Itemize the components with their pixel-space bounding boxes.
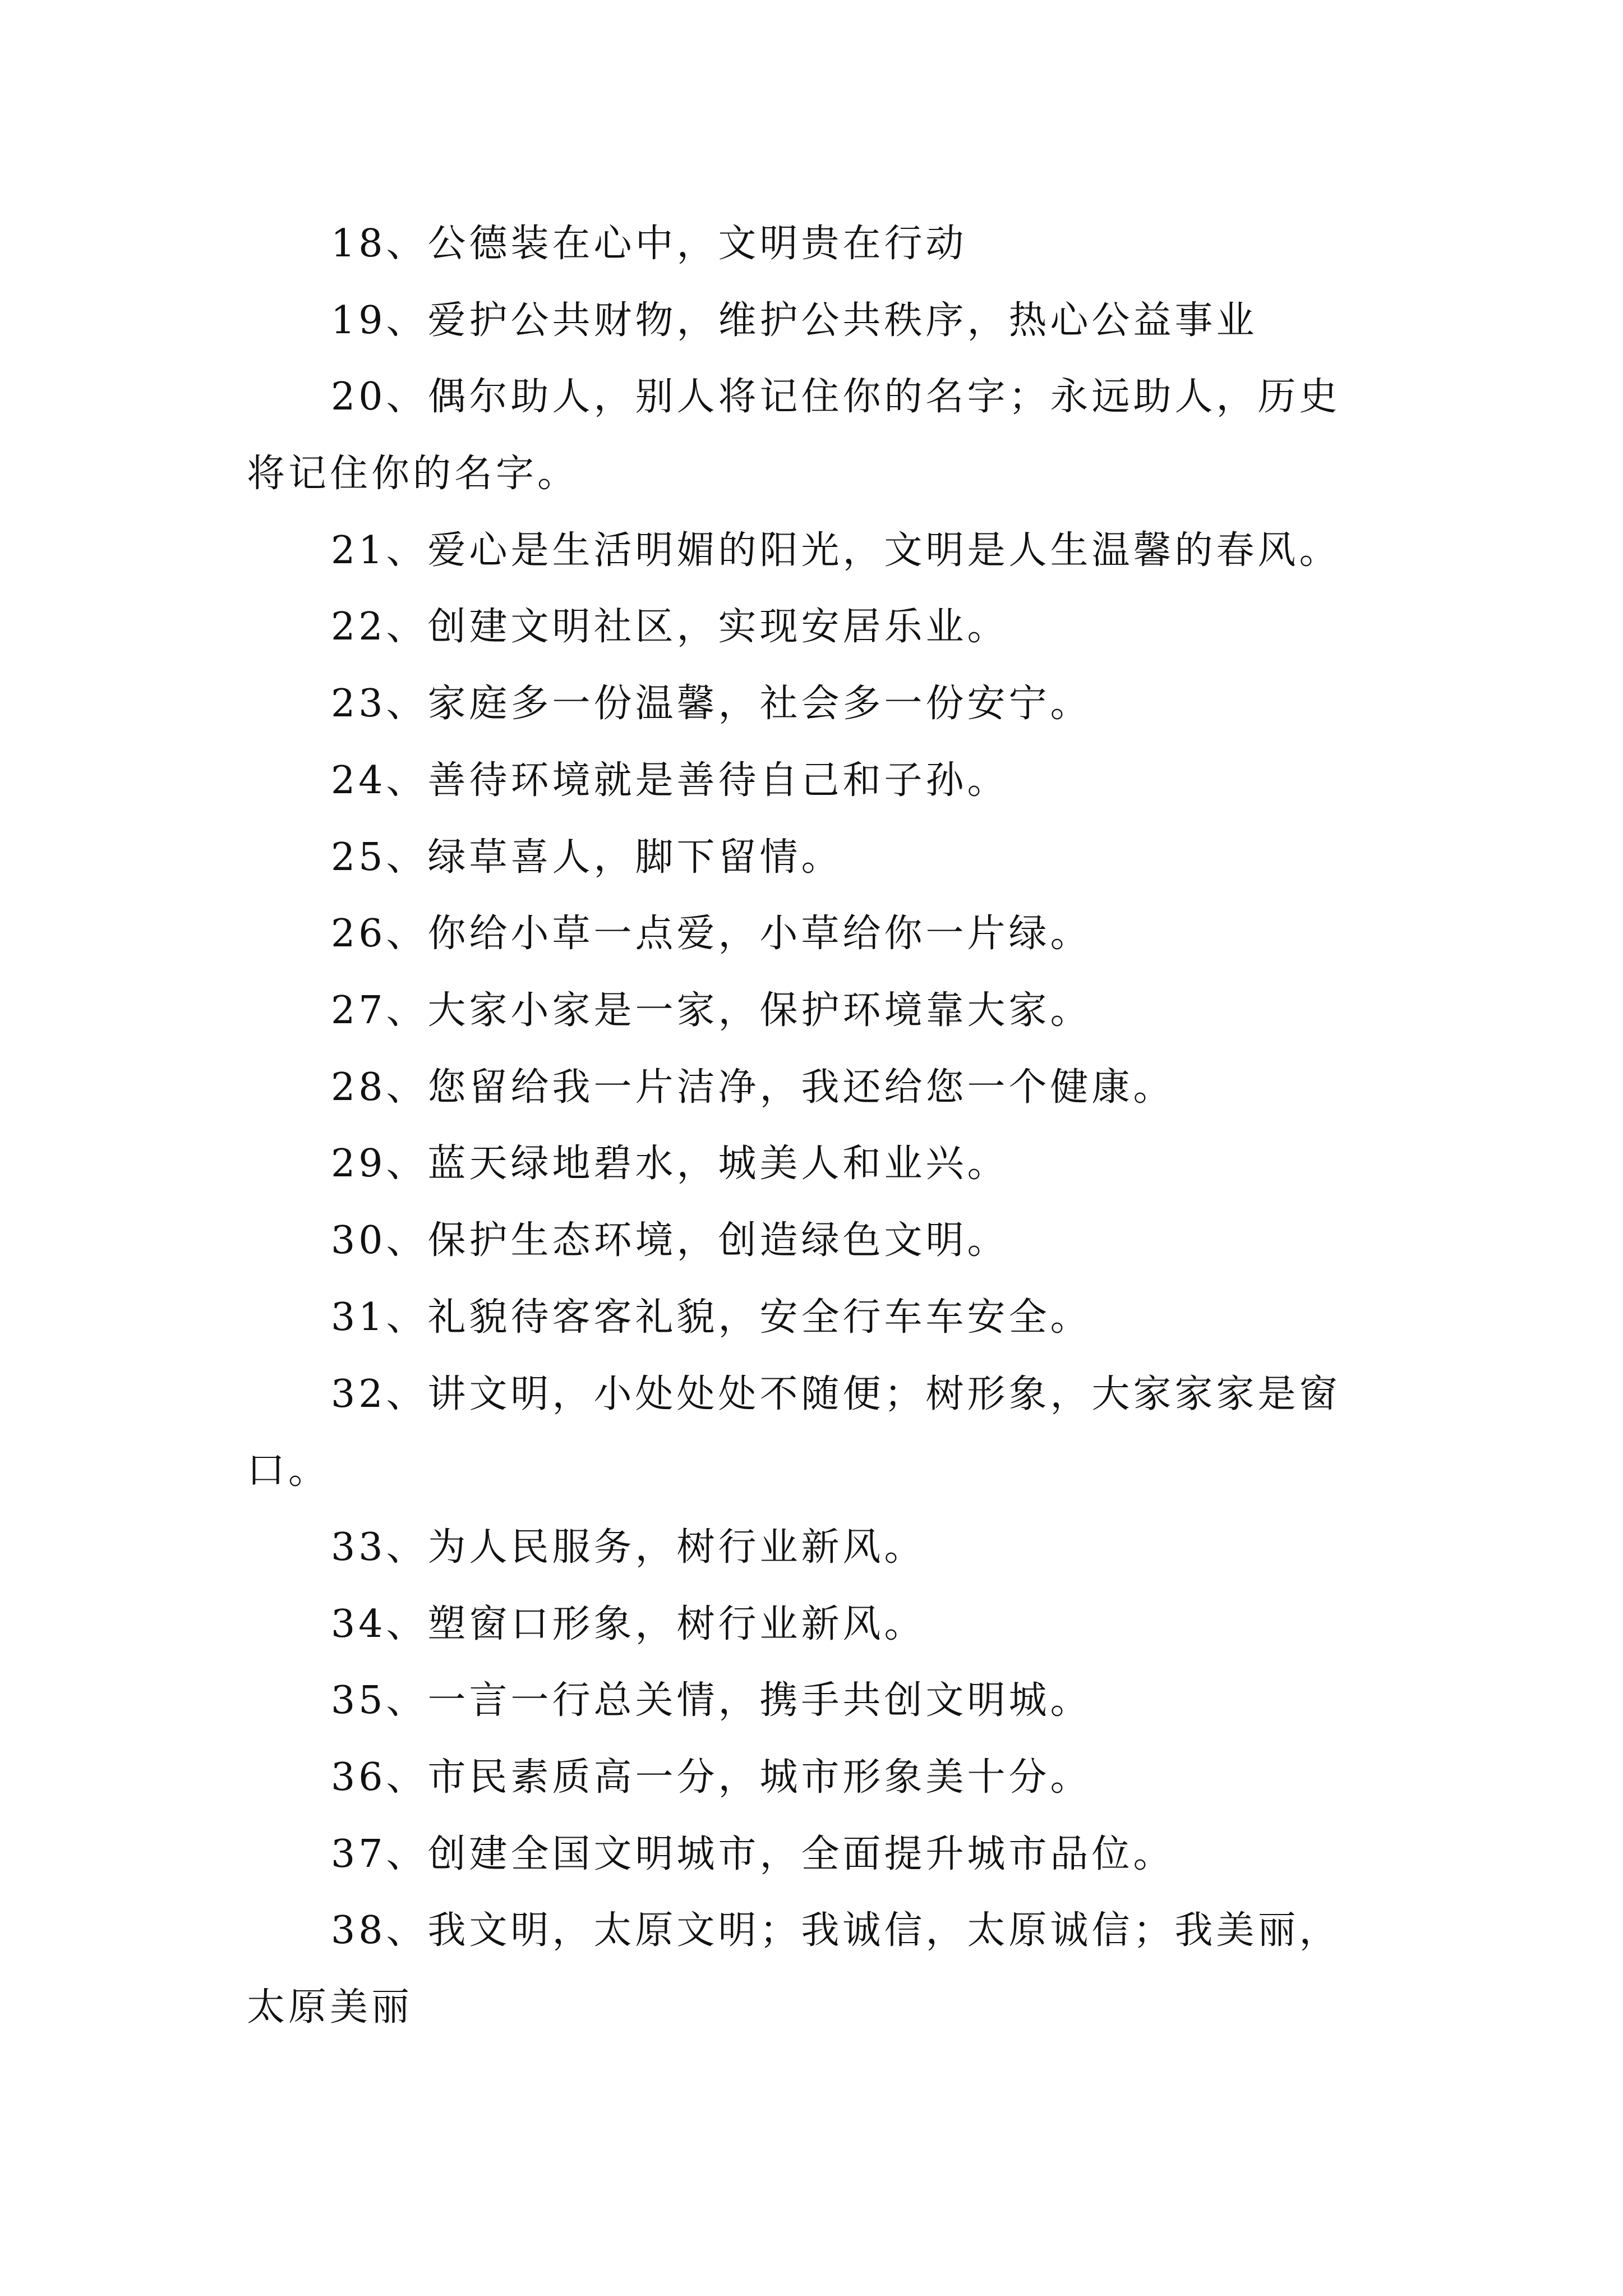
item-text: 爱护公共财物，维护公共秩序，热心公益事业 bbox=[427, 298, 1258, 343]
list-item bbox=[331, 222, 967, 266]
item-text: 创建全国文明城市，全面提升城市品位。 bbox=[427, 1832, 1175, 1876]
item-number: 19、 bbox=[331, 298, 428, 343]
item-number: 36、 bbox=[331, 1755, 428, 1800]
item-text: 市民素质高一分，城市形象美十分。 bbox=[427, 1755, 1092, 1800]
item-number: 24、 bbox=[331, 758, 428, 803]
list-item bbox=[331, 912, 1092, 956]
item-text: 家庭多一份温馨，社会多一份安宁。 bbox=[427, 682, 1092, 726]
list-item bbox=[331, 1602, 926, 1647]
item-number: 21、 bbox=[331, 528, 428, 573]
list-item bbox=[331, 1525, 926, 1570]
list-item-continuation: 将记住你的名字。 bbox=[247, 452, 579, 496]
item-number: 38、 bbox=[331, 1908, 428, 1953]
item-text: 你给小草一点爱，小草给你一片绿。 bbox=[427, 912, 1092, 956]
list-item bbox=[331, 1832, 1175, 1877]
item-number: 30、 bbox=[331, 1218, 428, 1263]
item-number: 33、 bbox=[331, 1525, 428, 1570]
item-number: 27、 bbox=[331, 988, 428, 1033]
item-number: 20、 bbox=[331, 375, 428, 419]
item-text: 大家小家是一家，保护环境靠大家。 bbox=[427, 988, 1092, 1033]
item-text: 公德装在心中，文明贵在行动 bbox=[427, 222, 967, 266]
item-text: 偶尔助人，别人将记住你的名字；永远助人，历史 bbox=[427, 375, 1341, 419]
list-item bbox=[331, 1372, 1341, 1417]
item-number: 31、 bbox=[331, 1295, 428, 1340]
item-number: 35、 bbox=[331, 1678, 428, 1723]
item-number: 34、 bbox=[331, 1602, 428, 1646]
item-number: 32、 bbox=[331, 1372, 428, 1416]
list-item-continuation: 太原美丽 bbox=[247, 1985, 413, 2030]
item-number: 22、 bbox=[331, 605, 428, 649]
item-text: 我文明，太原文明；我诚信，太原诚信；我美丽， bbox=[427, 1908, 1341, 1953]
list-item bbox=[331, 1678, 1092, 1723]
item-number: 23、 bbox=[331, 682, 428, 726]
list-item bbox=[331, 682, 1092, 726]
item-number: 25、 bbox=[331, 835, 428, 880]
item-text: 善待环境就是善待自己和子孙。 bbox=[427, 758, 1009, 803]
item-number: 37、 bbox=[331, 1832, 428, 1876]
item-number: 28、 bbox=[331, 1065, 428, 1110]
list-item bbox=[331, 1142, 1009, 1186]
list-item bbox=[331, 528, 1341, 573]
list-item bbox=[331, 375, 1341, 420]
list-item-continuation: 口。 bbox=[247, 1448, 330, 1493]
item-text: 塑窗口形象，树行业新风。 bbox=[427, 1602, 926, 1646]
item-text: 您留给我一片洁净，我还给您一个健康。 bbox=[427, 1065, 1175, 1110]
item-text: 为人民服务，树行业新风。 bbox=[427, 1525, 926, 1570]
item-number: 29、 bbox=[331, 1142, 428, 1186]
list-item bbox=[331, 1908, 1341, 1953]
list-item bbox=[331, 988, 1092, 1033]
item-number: 26、 bbox=[331, 912, 428, 956]
item-text: 一言一行总关情，携手共创文明城。 bbox=[427, 1678, 1092, 1723]
item-text: 创建文明社区，实现安居乐业。 bbox=[427, 605, 1009, 649]
item-text: 爱心是生活明媚的阳光，文明是人生温馨的春风。 bbox=[427, 528, 1341, 573]
list-item bbox=[331, 298, 1258, 343]
item-text: 礼貌待客客礼貌，安全行车车安全。 bbox=[427, 1295, 1092, 1340]
list-item bbox=[331, 605, 1009, 650]
list-item bbox=[331, 758, 1009, 803]
item-text: 保护生态环境，创造绿色文明。 bbox=[427, 1218, 1009, 1263]
list-item bbox=[331, 1218, 1009, 1263]
list-item bbox=[331, 835, 843, 880]
list-item bbox=[331, 1295, 1092, 1340]
item-text: 蓝天绿地碧水，城美人和业兴。 bbox=[427, 1142, 1009, 1186]
list-item bbox=[331, 1755, 1092, 1800]
item-text: 绿草喜人，脚下留情。 bbox=[427, 835, 843, 880]
item-number: 18、 bbox=[331, 222, 428, 266]
list-item bbox=[331, 1065, 1175, 1110]
item-text: 讲文明，小处处处不随便；树形象，大家家家是窗 bbox=[427, 1372, 1341, 1416]
